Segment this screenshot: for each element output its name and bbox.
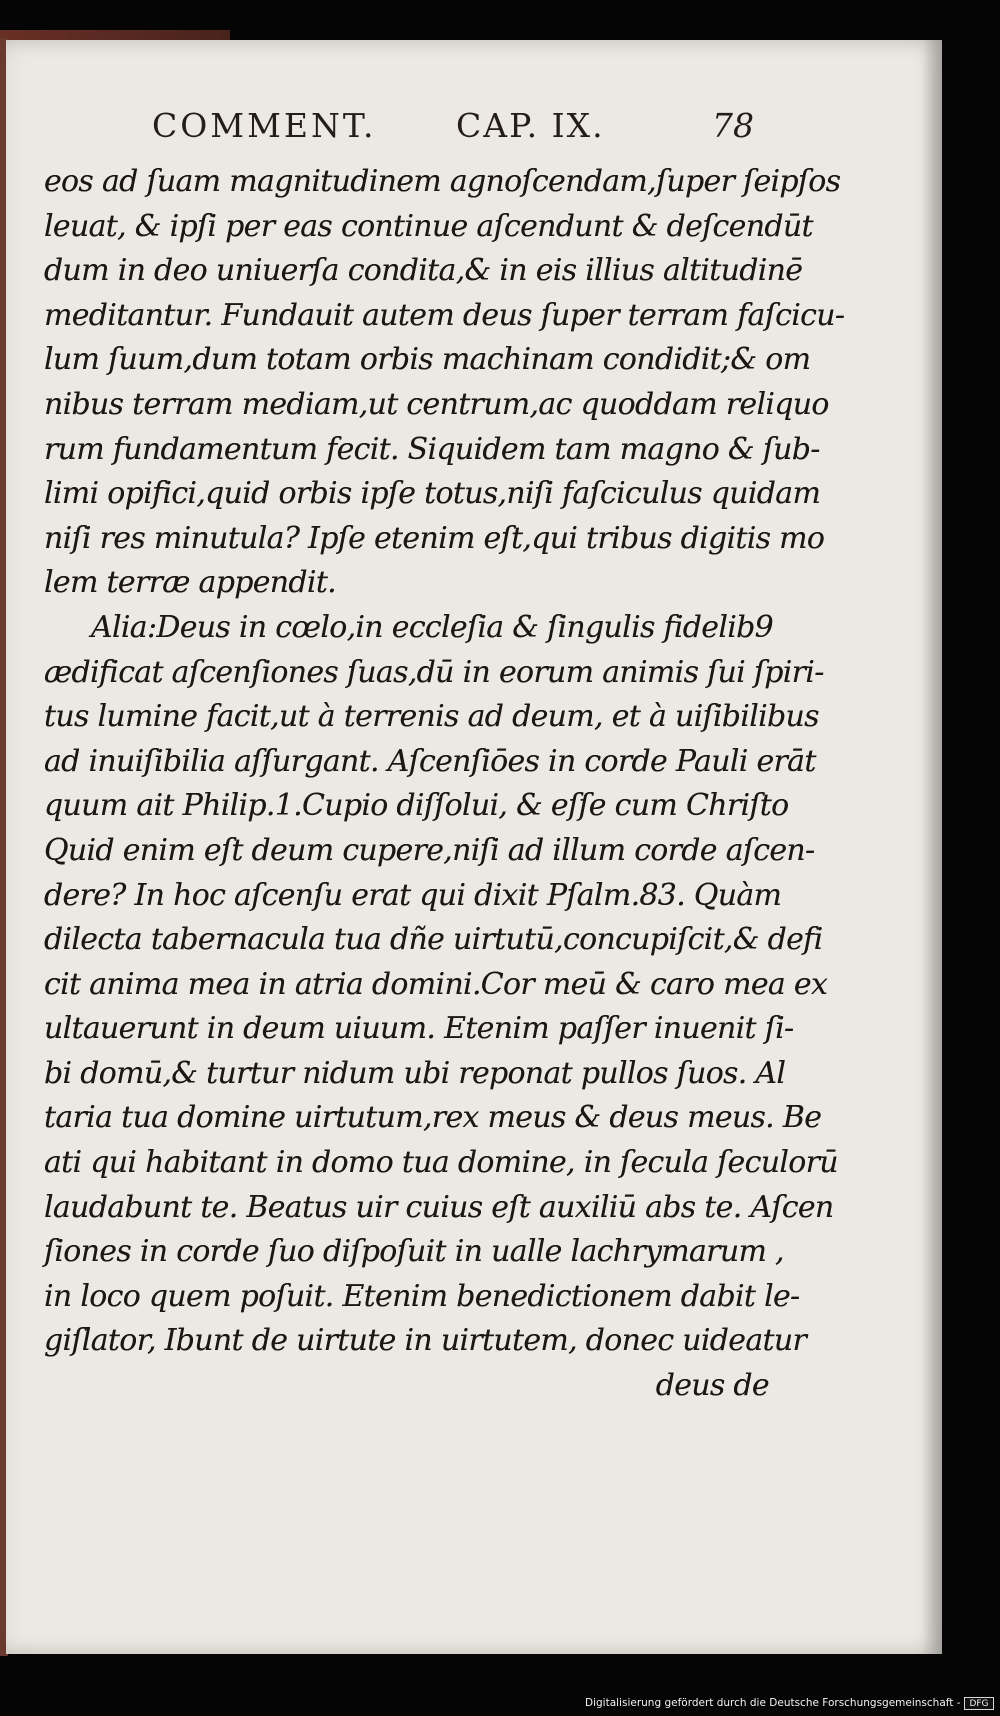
text-line: lum ſuum,dum totam orbis machinam condidit;& om [44, 342, 811, 378]
digitization-credit: Digitalisierung gefördert durch die Deutsche Forschungsgemeinschaft - [585, 1697, 961, 1709]
text-line: ſiones in corde ſuo diſpoſuit in ualle lachrymarum , [44, 1234, 784, 1270]
text-line: lem terræ appendit. [44, 565, 337, 601]
text-line: tus lumine facit,ut à terrenis ad deum, et à uiſibilibus [44, 699, 819, 735]
text-line: bi domū,& turtur nidum ubi reponat pullos ſuos. Al [44, 1055, 786, 1091]
catchword: deus de [655, 1368, 769, 1404]
text-line: leuat, & ipſi per eas continue aſcendunt & deſcendūt [44, 208, 813, 244]
text-line: ædificat aſcenſiones ſuas,dū in eorum animis ſui ſpiri- [44, 654, 824, 690]
dfg-logo: DFG [964, 1697, 994, 1710]
text-line: dere? In hoc aſcenſu erat qui dixit Pſalm.83. Quàm [44, 877, 782, 913]
running-head [152, 106, 754, 152]
text-line: laudabunt te. Beatus uir cuius eſt auxiliū abs te. Aſcen [44, 1189, 834, 1225]
text-line: ati qui habitant in domo tua domine, in ſecula ſeculorū [44, 1145, 838, 1181]
page-shadow [922, 40, 942, 1654]
running-head-title: COMMENT. [152, 106, 377, 145]
text-line: meditantur. Fundauit autem deus ſuper terram faſcicu- [44, 297, 845, 333]
paragraph-start-line: Alia:Deus in cœlo,in eccleſia & ſingulis fidelib9 [91, 609, 774, 645]
text-line: cit anima mea in atria domini.Cor meū & caro mea ex [44, 966, 828, 1002]
running-head-chapter: CAP. IX. [456, 106, 605, 145]
text-line: ultauerunt in deum uiuum. Etenim paſſer inuenit ſi- [44, 1011, 794, 1047]
text-line: ad inuiſibilia aſſurgant. Aſcenſiōes in corde Pauli erāt [44, 743, 816, 779]
text-line: dum in deo uniuerſa condita,& in eis illius altitudinē [44, 253, 803, 289]
text-line: in loco quem poſuit. Etenim benedictionem dabit le- [44, 1278, 800, 1314]
text-line: limi opifici,quid orbis ipſe totus,niſi faſciculus quidam [44, 476, 821, 512]
latin-text-block [44, 160, 845, 1405]
text-line: quum ait Philip.1.Cupio diſſolui, & eſſe cum Chriſto [44, 788, 789, 824]
text-line: giſlator, Ibunt de uirtute in uirtutem, donec uideatur [44, 1323, 807, 1359]
text-line: rum fundamentum fecit. Siquidem tam magno & ſub- [44, 431, 820, 467]
text-line: Quid enim eſt deum cupere,niſi ad illum corde aſcen- [44, 832, 815, 868]
page-number: 78 [712, 106, 754, 145]
text-line: taria tua domine uirtutum,rex meus & deus meus. Be [44, 1100, 822, 1136]
text-line: eos ad ſuam magnitudinem agnoſcendam,ſuper ſeipſos [44, 164, 841, 199]
text-line: dilecta tabernacula tua dñe uirtutū,concupiſcit,& defi [44, 922, 823, 958]
text-line: nibus terram mediam,ut centrum,ac quoddam reliquo [44, 386, 829, 422]
text-line: niſi res minutula? Ipſe etenim eſt,qui tribus digitis mo [44, 520, 825, 556]
